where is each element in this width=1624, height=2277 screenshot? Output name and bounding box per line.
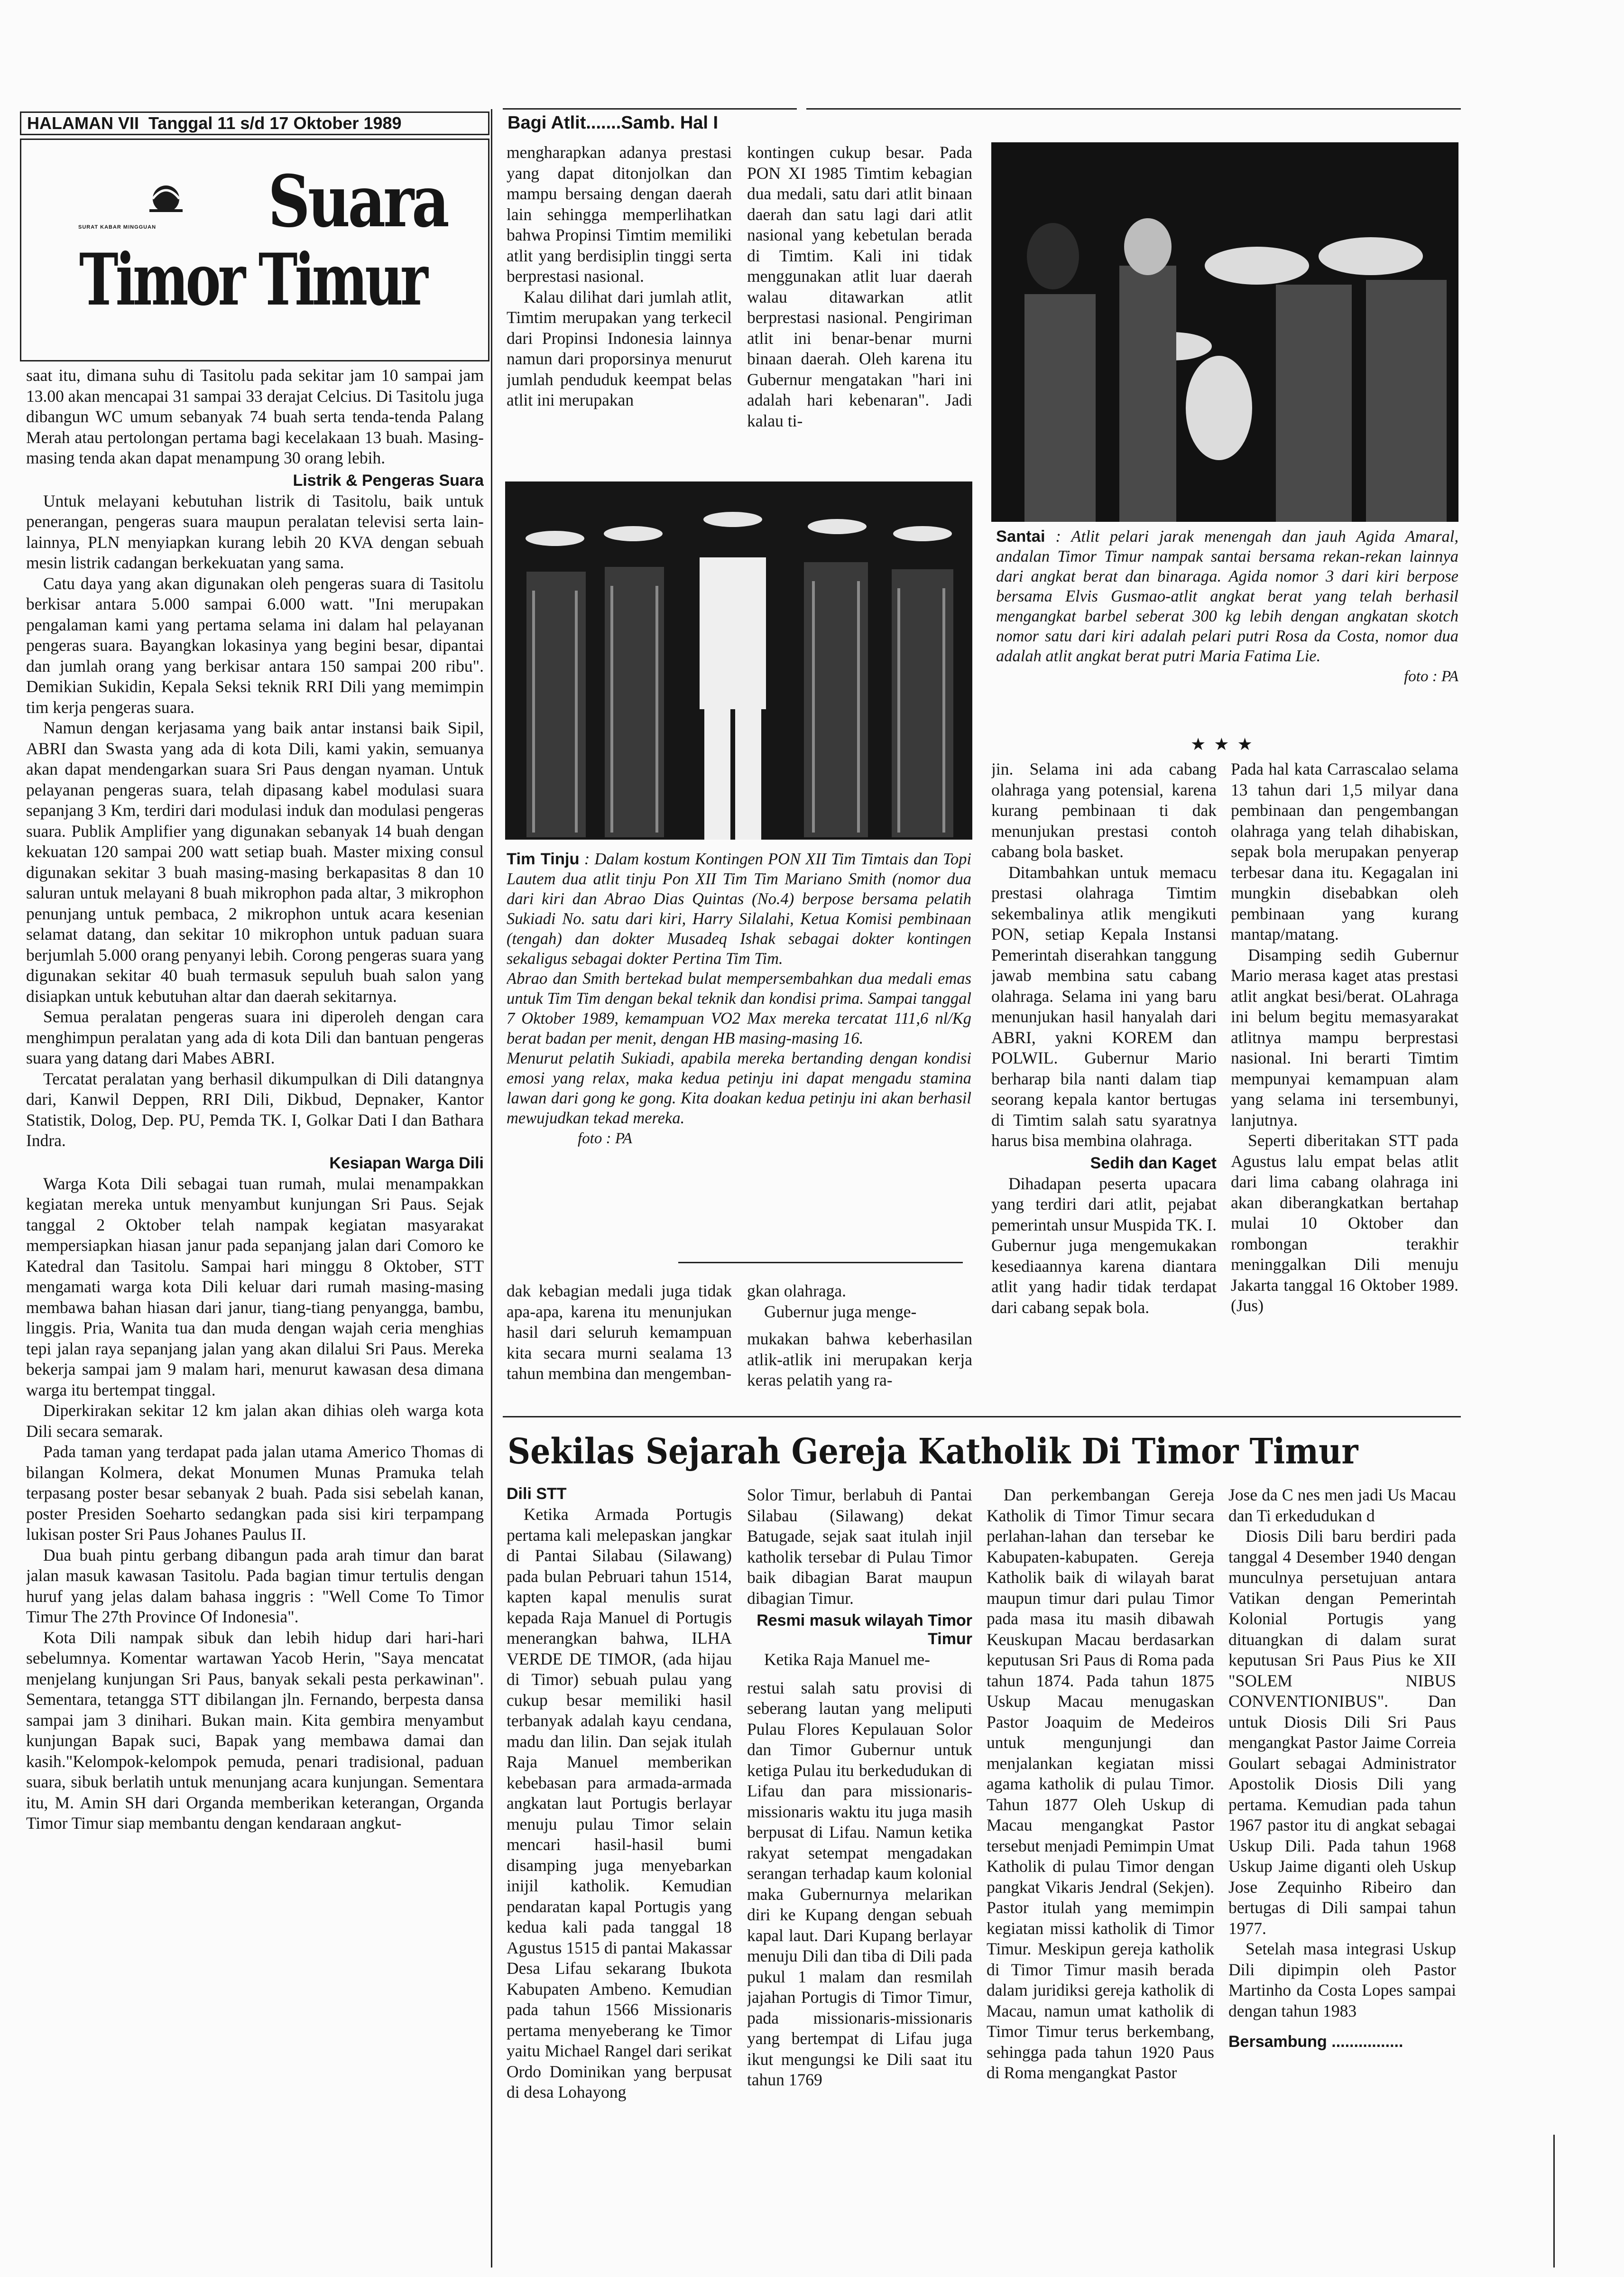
church-dateline: Dili STT — [507, 1485, 567, 1503]
church-col-2 — [747, 1485, 972, 2272]
athletes-bottom-b — [747, 1281, 972, 1414]
section-stars: ★ ★ ★ — [1190, 735, 1255, 754]
column-divider — [491, 109, 492, 2268]
athletes-text: Pada hal kata Carrascalao selama 13 tahun dari 1,5 milyar dana pembinaan dan pengembangan olahraga yang telah dihabiskan, sepak bola merupakan penyerap terbesar dana itu. Kegagalan ini mungkin disebabkan oleh pembinaan yang kurang mantap/matang. — [1231, 759, 1458, 944]
church-text: Solor Timur, berlabuh di Pantai Silabau (Silawang) dekat Batugade, sejak saat itulah injil katholik tersebar di Pulau Timor baik dibagian Barat maupun dibagian Timur. — [747, 1485, 972, 1608]
athletes-col-c — [991, 759, 1217, 1418]
athletes-col-d — [1231, 759, 1458, 1418]
caption-tinju-text-3: Menurut pelatih Sukiadi, apabila mereka bertanding dengan kondisi emosi yang relax, maka kedua petinju ini dapat mengadu stamina lawan dari gong ke gong. Kita doakan kedua petinju ini akan berhasil mewujudkan tekad mereka. — [507, 1049, 971, 1127]
caption-santai-label: Santai — [996, 528, 1045, 546]
church-bersambung: Bersambung ................ — [1228, 2033, 1403, 2051]
masthead-logo-icon — [130, 182, 202, 220]
church-text: Setelah masa integrasi Uskup Dili dipimpin oleh Pastor Martinho da Costa Lopes sampai dengan tahun 1983 — [1228, 1939, 1456, 2020]
athletes-text: mengharapkan adanya prestasi yang dapat ditonjolkan dan mampu bersaing dengan daerah lain sehingga memperlihatkan bahwa Propinsi Timtim memiliki atlit yang berdisiplin tinggi serta berprestasi nasional. — [507, 143, 732, 286]
caption-tinju-text-2: Abrao dan Smith bertekad bulat mempersembahkan dua medali emas untuk Tim Tim dengan bekal teknik dan kondisi prima. Sampai tanggal 7 Oktober 1989, kemampuan VO2 Max mereka tercatat 111,6 nl/Kg berat badan per menit, dengan HB masing-masing 16. — [507, 970, 971, 1047]
athletes-text: Kalau dilihat dari jumlah atlit, Timtim merupakan yang terkecil dari Propinsi Indonesia lainnya namun dari proporsinya menurut jumlah penduduk keempat belas atlit ini merupakan — [507, 287, 732, 409]
church-text: Diosis Dili baru berdiri pada tanggal 4 Desember 1940 dengan munculnya persetujuan antara Vatikan dengan Pemerintah Kolonial Portugis yang dituangkan di dalam surat keputusan Sri Paus Pius ke XII "SOLEM NIBUS CONVENTIONIBUS". Dan untuk Diosis Dili Sri Paus mengangkat Pastor Jaime Correia Goulart sebagai Administrator Apostolik Diosis Dili yang pertama. Kemudian pada tahun 1967 pastor itu di angkat sebagai Uskup Dili. Pada tahun 1968 Uskup Jaime diganti oleh Uskup Jose Zequinho Ribeiro dan bertugas di Dili sampai tahun 1977. — [1228, 1527, 1456, 1938]
left-paragraph: Tercatat peralatan yang berhasil dikumpulkan di Dili datangnya dari, Kanwil Deppen, RRI Dili, Dikbud, Depnaker, Kantor Statistik, Dolog, Dep. PU, Pemda TK. I, Golkar Dati I dan Bathara Indra. — [26, 1069, 484, 1150]
athletes-text: jin. Selama ini ada cabang olahraga yang potensial, karena kurang pembinaan ti dak menunjukan prestasi contoh cabang bola basket. — [991, 759, 1217, 861]
church-col-1 — [507, 1485, 732, 2272]
photo-people-silhouettes — [505, 481, 972, 840]
heading-listrik: Listrik & Pengeras Suara — [293, 471, 484, 490]
church-text: Ketika Raja Manuel me- — [764, 1650, 930, 1669]
athletes-text: kontingen cukup besar. Pada PON XI 1985 Timtim kebagian dua medali, satu dari atlit binaan daerah dan satu lagi dari atlit nasional yang kebetulan berada di Timtim. Kali ini tidak menggunakan atlit luar daerah walau ditawarkan atlit berprestasi nasional. Pengiriman atlit ini benar-benar murni binaan daerah. Oleh karena itu Gubernur mengatakan "hari ini adalah hari kebenaran". Jadi kalau ti- — [747, 143, 972, 430]
athletes-text: Disamping sedih Gubernur Mario merasa kaget atas prestasi atlit angkat besi/berat. OLahraga ini belum begitu memasyarakat atlitnya mampu berprestasi nasional. Ini berarti Timtim mempunyai kemampuan alam yang selama ini tersembunyi, lanjutnya. — [1231, 945, 1458, 1129]
masthead-timor-timur: Timor Timur — [79, 238, 425, 322]
athletes-text: Ditambahkan untuk memacu prestasi olahraga Timtim sekembalinya atlik mengikuti PON, setiap Kepala Instansi Pemerintah diserahkan tanggung jawab membina satu cabang olahraga. Selama ini yang baru menunjukan hasil hanyalah dari ABRI, yakni KOREM dan POLWIL. Gubernur Mario berharap bila nanti dalam tiap seorang kepala kantor bertugas di Timtim salah satu syaratnya harus bisa membina olahraga. — [991, 862, 1217, 1150]
left-paragraph: Pada taman yang terdapat pada jalan utama Americo Thomas di bilangan Kolmera, dekat Monumen Munas Pramuka telah terpasang poster besar sebanyak 2 buah. Pada sisi sebelah kanan, poster Presiden Soeharto sedangkan pada sisi kiri terpampang lukisan poster Sri Paus Johanes Paulus II. — [26, 1442, 484, 1544]
caption-tinju-label: Tim Tinju — [507, 850, 580, 868]
athletes-text: gkan olahraga. — [747, 1281, 846, 1300]
church-text: Dan perkembangan Gereja Katholik di Timor Timur secara perlahan-lahan dan tersebar ke Kabupaten-kabupaten. Gereja Katholik baik di wilayah barat maupun timur dari pulau Timor pada masa itu masih dibawah Keuskupan Macau berdasarkan keputusan Sri Paus di Roma pada tahun 1874. Pada tahun 1875 Uskup Macau menugaskan Pastor Joaquim de Medeiros untuk mengunjungi dan menjalankan kegiatan missi agama katholik di pulau Timor. Tahun 1877 Oleh Uskup di Macau mengangkat Pastor tersebut menjadi Pemimpin Umat Katholik di pulau Timor dengan pangkat Vikaris Jendral (Sekjen). Pastor itulah yang memimpin kegiatan missi katholik di Timor Timur. Meskipun gereja katholik di Timor Timur masih berada dalam juridiksi gereja katholik di Macau, namun umat katholik di Timor Timur terus berkembang, sehingga pada tahun 1920 Paus di Roma mengangkat Pastor — [987, 1485, 1214, 2082]
header-rule-right — [806, 108, 1461, 110]
athletes-text: mukakan bahwa keberhasilan atlik-atlik ini merupakan kerja keras pelatih yang ra- — [747, 1329, 972, 1389]
athletes-bottom-a — [507, 1281, 732, 1414]
church-title: Sekilas Sejarah Gereja Katholik Di Timor Timur — [508, 1431, 1358, 1472]
athletes-text: dak kebagian medali juga tidak apa-apa, karena itu menunjukan hasil dari seluruh kemampuan kita secara murni sealama 13 tahun membina dan mengemban- — [507, 1281, 732, 1383]
left-paragraph: Namun dengan kerjasama yang baik antar instansi baik Sipil, ABRI dan Swasta yang ada di kota Dili, kami yakin, semuanya akan dapat mendengarkan suara Sri Paus dengan nyaman. Untuk pelayanan pengeras suara, telah dipasang kabel modulasi suara sepanjang 3 Km, terdiri dari modulasi induk dan modulasi pengeras suara. Publik Amplifier yang digunakan sebanyak 14 buah dengan kekuatan 120 sampai 200 watt setiap buah. Master mixing consul digunakan sekitar 3 buah masing-masing berkapasitas 8 dan 10 saluran untuk melayani 8 buah mikrophon pada altar, 3 mikrophon penunjang untuk pembaca, 2 mikrophon untuk acara kesenian selamat datang, dan sekitar 10 mikrophon untuk paduan suara berjumlah 5.000 orang penyanyi lebih. Corong pengeras suara yang digunakan sekitar 40 buah termasuk sepuluh buah salon yang disiapkan untuk kebutuhan altar dan daerah sekitarnya. — [26, 718, 484, 1006]
masthead — [20, 139, 489, 361]
section-rule — [503, 1416, 1461, 1417]
header-rule — [503, 108, 797, 110]
left-paragraph: Dua buah pintu gerbang dibangun pada arah timur dan barat jalan masuk kawasan Tasitolu. Pada bagian timur tertulis dengan huruf yang jelas dalam bahasa inggris : "Well Come To Timor Timur The 27th Province Of Indonesia". — [26, 1545, 484, 1626]
caption-tinju-text: : Dalam kostum Kontingen PON XII Tim Timtais dan Topi Lautem dua atlit tinju Pon XII Tim Tim Mariano Smith (nomor dua dari kiri dan Abrao Dias Quintas (No.4) berpose bersama pelatih Sukiadi No. satu dari kiri, Harry Silalahi, Ketua Komisi pembinaan (tengah) dan dokter Musadeq Ishak sebagai dokter kontingen sekaligus sebagai dokter Pertina Tim Tim. — [507, 850, 971, 968]
left-paragraph: Warga Kota Dili sebagai tuan rumah, mulai menampakkan kegiatan mereka untuk menyambut kunjungan Sri Paus. Sejak tanggal 2 Oktober telah nampak kegiatan masyarakat mempersiapkan hiasan janur pada sepanjang jalan dari Comoro ke Katedral dan Tasitolu. Sampai hari minggu 8 Oktober, STT mengamati warga kota Dili keluar dari rumah masing-masing membawa bahan hiasan dari janur, tiang-tiang penyangga, bambu, linggis. Pria, Wanita tua dan muda dengan wajah ceria menghias tepi jalan raya sepanjang jalan yang akan dilalui Sri Paus. Mereka bekerja sampai jam 9 malam hari, menurut kawasan desa dimana warga itu bertempat tinggal. — [26, 1174, 484, 1399]
athletes-text: Dihadapan peserta upacara yang terdiri dari atlit, pejabat pemerintah unsur Muspida TK. I. Gubernur juga mengemukakan kesediaannya karena diantara atlit yang hadir tidak terdapat dari cabang sepak bola. — [991, 1174, 1217, 1317]
church-subheading: Resmi masuk wilayah Timor Timur — [757, 1611, 972, 1648]
left-column-article — [26, 365, 484, 2268]
page-date: HALAMAN VII Tanggal 11 s/d 17 Oktober 1989 — [27, 113, 402, 133]
athletes-col-a — [507, 142, 732, 474]
church-text: Jose da C nes men jadi Us Macau dan Ti erkedudukan d — [1228, 1485, 1456, 1525]
photo-tim-tinju — [505, 481, 972, 840]
caption-santai-text: : Atlit pelari jarak menengah dan jauh Agida Amaral, andalan Timor Timur nampak santai bersama rekan-rekan lainnya dari angkat berat dan binaraga. Agida nomor 3 dari kiri berpose bersama Elvis Gusmao-atlit angkat berat yang telah berhasil mengangkat barbel seberat 300 kg lebih dengan angkatan skotch nomor satu dari kiri adalah pelari putri Rosa da Costa, nomor dua adalah atlit angkat berat putri Maria Fatima Lie. — [996, 528, 1458, 665]
athletes-text: Gubernur juga menge- — [764, 1302, 917, 1321]
left-paragraph: Untuk melayani kebutuhan listrik di Tasitolu, baik untuk penerangan, pengeras suara maupun peralatan televisi serta lain-lainnya, PLN menyiapkan kurang lebih 20 KVA dengan sebuah mesin listrik cadangan berkekuatan yang sama. — [26, 491, 484, 572]
church-col-4 — [1228, 1485, 1456, 2272]
athletes-header: Bagi Atlit.......Samb. Hal I — [508, 113, 719, 133]
left-paragraph: Diperkirakan sekitar 12 km jalan akan dihias oleh warga kota Dili secara semarak. — [26, 1401, 484, 1441]
church-text: Ketika Armada Portugis pertama kali melepaskan jangkar di Pantai Silabau (Silawang) pada bulan Pebruari tahun 1514, kapten kapal menulis surat kepada Raja Manuel di Portugis menerangkan bahwa, ILHA VERDE DE TIMOR, (ada hijau di Timor) sebuah pulau yang cukup besar memiliki hasil terbanyak adalah kayu cendana, madu dan lilin. Dan sejak itulah Raja Manuel memberikan kebebasan para armada-armada angkatan laut Portugis berlayar menuju pulau Timor selain mencari hasil-hasil bumi disamping juga menyebarkan inijil katholik. Kemudian pendaratan kapal Portugis yang kedua kali pada tanggal 18 Agustus 1515 di pantai Makassar Desa Lifau sekarang Ibukota Kabupaten Ambeno. Kemudian pada tahun 1566 Missionaris pertama menyeberang ke Timor yaitu Michael Rangel dari serikat Ordo Dominikan yang berpusat di desa Lohayong — [507, 1505, 732, 2101]
church-text: restui salah satu provisi di seberang lautan yang meliputi Pulau Flores Kepulauan Solor dan Timor Gubernur untuk ketiga Pulau itu berkedudukan di Lifau dan para missionaris-missionaris waktu itu juga masih berpusat di Lifau. Namun ketika rakyat setempat mengadakan serangan terhadap kaum kolonial maka Gubernurnya melarikan diri ke Kupang dengan sebuah kapal laut. Dari Kupang berlayar menuju Dili dan tiba di Dili pada pukul 1 malam dan resmilah jajahan Portugis di Timor Timur, pada missionaris-missionaris yang bertempat di Lifau juga ikut mengungsi ke Dili saat itu tahun 1769 — [747, 1678, 972, 2089]
masthead-suara: Suara — [268, 160, 447, 243]
right-edge-rule — [1553, 2135, 1555, 2268]
heading-sedih-kaget: Sedih dan Kaget — [1090, 1154, 1217, 1172]
caption-tinju-credit: foto : PA — [578, 1130, 632, 1147]
left-paragraph: Catu daya yang akan digunakan oleh pengeras suara di Tasitolu berkisar antara 5.000 sampai 6.000 watt. "Ini merupakan pengalaman kami yang pertama selama ini dalam hal pelayanan pengeras suara. Bayangkan lokasinya yang begini besar, dipantai dan jumlah orang yang berkisar antara 150 sampai 200 ribu". Demikian Sukidin, Kepala Seksi teknik RRI Dili yang memimpin tim kerja pengeras suara. — [26, 574, 484, 717]
caption-santai — [996, 527, 1458, 731]
caption-tinju — [507, 849, 971, 1257]
athletes-text: Seperti diberitakan STT pada Agustus lalu empat belas atlit dari lima cabang olahraga ini akan diberangkatkan bertahap mulai 10 Oktober dan rombongan terakhir meninggalkan Dili menuju Jakarta tanggal 16 Oktober 1989. (Jus) — [1231, 1131, 1458, 1315]
left-paragraph: Semua peralatan pengeras suara ini diperoleh dengan cara menghimpun peralatan yang ada di kota Dili dan bantuan pengeras suara yang datang dari Mabes ABRI. — [26, 1007, 484, 1067]
caption-santai-credit: foto : PA — [1404, 668, 1458, 685]
heading-kesiapan: Kesiapan Warga Dili — [329, 1154, 484, 1172]
left-paragraph: Kota Dili nampak sibuk dan lebih hidup dari hari-hari sebelumnya. Komentar wartawan Yacob Herin, "Saya mencatat menjelang kunjungan Sri Paus, banyak sekali pesta perkawinan". Sementara, tetangga STT dibilangan jln. Fernando, berpesta dansa sampai jam 3 dinihari. Bukan main. Kita gembira menyambut kunjungan Bapak suci, Bapak yang membawa damai dan kasih."Kelompok-kelompok pemuda, penari tradisional, paduan suara, sibuk berlatih untuk menunjang acara kunjungan. Sementara itu, M. Amin SH dari Organda memberikan keterangan, Organda Timor Timur siap membantu dengan kendaraan angkut- — [26, 1628, 484, 1833]
caption-end-rule — [678, 1262, 963, 1263]
page-date-box — [20, 111, 489, 135]
photo-santai — [991, 142, 1458, 522]
photo-group-silhouettes — [991, 142, 1458, 522]
church-col-3 — [987, 1485, 1214, 2272]
masthead-small-text: SURAT KABAR MINGGUAN — [78, 224, 157, 230]
left-intro: saat itu, dimana suhu di Tasitolu pada sekitar jam 10 sampai jam 13.00 akan mencapai 31 sampai 33 derajat Celcius. Di Tasitolu juga dibangun WC umum sebanyak 74 buah serta tenda-tenda Palang Merah atau pertolongan pertama bagi kecelakaan 13 buah. Masing-masing tenda akan dapat menampung 30 orang lebih. — [26, 366, 484, 467]
athletes-col-b — [747, 142, 972, 474]
